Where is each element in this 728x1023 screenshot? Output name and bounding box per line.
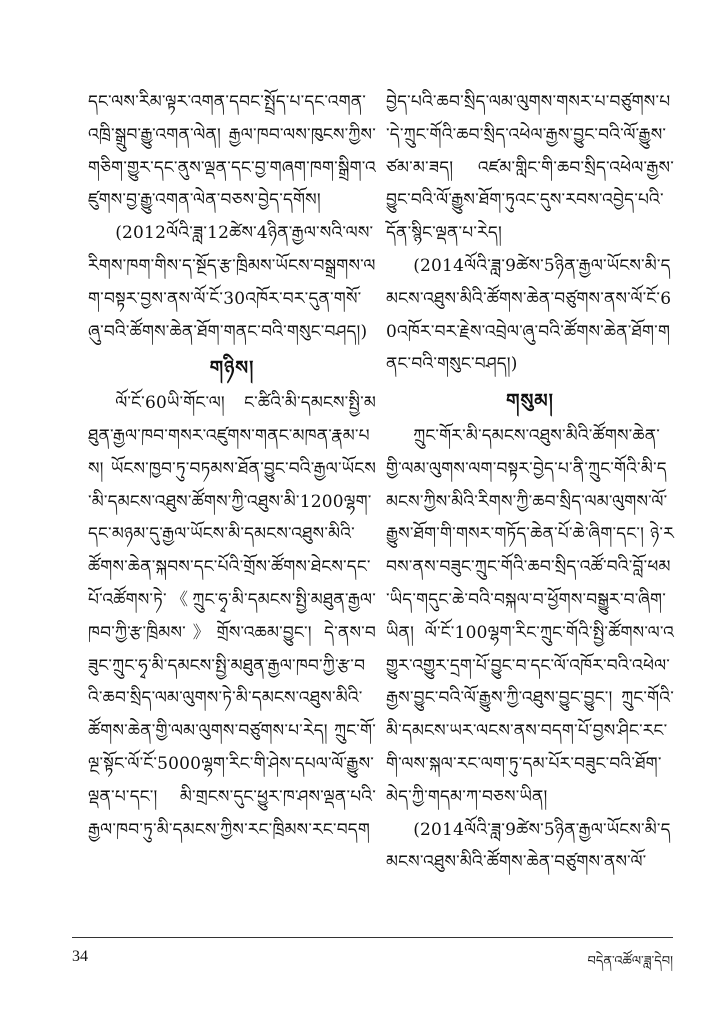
left-paragraph-1: དང་ལས་རིམ་ལྟར་འགན་དབང་སྤྲོད་པ་དང་འགན་འཁྲི་སྒྲུབ་རྒྱུ་འགན་ལེན། རྒྱལ་ཁབ་ལས་ཁུངས་ཀྱིས་གཅིག་གྱུར་དང་ནུས་ལྡན་དང་བྱ་གཞག་ཁག་སྒྲིག་འཛུགས་བྱ་རྒྱུ་འགན་ལེན་བཅས་བྱེད་དགོས། (88, 92, 376, 211)
section-heading-three: གསུམ། (506, 390, 554, 413)
right-paragraph-1: བྱེད་པའི་ཆབ་སྲིད་ལམ་ལུགས་གསར་པ་བཙུགས་པ་དེ་ཀྲུང་གོའི་ཆབ་སྲིད་འཕེལ་རྒྱས་བྱུང་བའི་ལོ་རྒྱུས་ཙམ་མ་ཟད། འཛམ་གླིང་གི་ཆབ་སྲིད་འཕེལ་རྒྱས་བྱུང་བའི་ལོ་རྒྱུས་ཐོག་ཏུའང་དུས་རབས་འབྱེད་པའི་དོན་སྙིང་ལྡན་པ་རེད། (386, 92, 674, 244)
section-heading-two: གཉིས། (209, 357, 255, 380)
right-paragraph-2-citation: (2014ལོའི་ཟླ་9ཚེས་5ཉིན་རྒྱལ་ཡོངས་མི་དམངས་འཐུས་མིའི་ཚོགས་ཆེན་བཙུགས་ནས་ལོ་ངོ་60འཁོར་བར་རྗེས་འབྲེལ་ཞུ་བའི་ཚོགས་ཆེན་ཐོག་གནང་བའི་གསུང་བཤད།) (386, 255, 672, 375)
right-paragraph-4-citation: (2014ལོའི་ཟླ་9ཚེས་5ཉིན་རྒྱལ་ཡོངས་མི་དམངས་འཐུས་མིའི་ཚོགས་ཆེན་བཙུགས་ནས་ལོ་ (386, 819, 671, 873)
page-number: 34 (72, 948, 88, 965)
left-paragraph-3: ལོ་ངོ་60ཡི་གོང་ལ། ང་ཚིའི་མི་དམངས་སྤྱི་མཐུན་རྒྱལ་ཁབ་གསར་འཛུགས་གནང་མཁན་རྣམ་པས། ཡོངས་ཁྱབ་ཏུ་བཏམས་ཐོན་བྱུང་བའི་རྒྱལ་ཡོངས་མི་དམངས་འཐུས་ཚོགས་ཀྱི་འཐུས་མི་1200ལྷག་དང་མཉམ་དུ་རྒྱལ་ཡོངས་མི་དམངས་འཐུས་མིའི་ཚོགས་ཆེན་སྐབས་དང་པོའི་གྲོས་ཚོགས་ཐེངས་དང་པོ་འཚོགས་ཏེ་《ཀྲུང་ཧྭ་མི་དམངས་སྤྱི་མཐུན་རྒྱལ་ཁབ་ཀྱི་རྩ་ཁྲིམས་》གྲོས་འཆམ་བྱུང་། དེ་ནས་བཟུང་ཀྲུང་ཧྭ་མི་དམངས་སྤྱི་མཐུན་རྒྱལ་ཁབ་ཀྱི་རྩ་བའི་ཆབ་སྲིད་ལམ་ལུགས་ཏེ་མི་དམངས་འཐུས་མིའི་ཚོགས་ཆེན་གྱི་ལམ་ལུགས་བཙུགས་པ་རེད། ཀྲུང་གོ་ལྔ་སྟོང་ལོ་ངོ་5000ལྷག་རིང་གི་ཤེས་དཔལ་ལོ་རྒྱུས་ལྡན་པ་དང་། མི་གྲངས་དུང་ཕྱུར་ཁ་ཤས་ལྡན་པའི་རྒྱལ་ཁབ་ཏུ་མི་དམངས་ཀྱིས་རང་ཁྲིམས་རང་བདག (88, 393, 376, 840)
journal-title: བདེན་འཚོལ་ཟླ་དེབ། (587, 954, 673, 969)
left-column (88, 86, 376, 846)
right-paragraph-3: ཀྲུང་གོར་མི་དམངས་འཐུས་མིའི་ཚོགས་ཆེན་གྱི་ལམ་ལུགས་ལག་བསྟར་བྱེད་པ་ནི་ཀྲུང་གོའི་མི་དམངས་ཀྱིས་མིའི་རིགས་ཀྱི་ཆབ་སྲིད་ལམ་ལུགས་ལོ་རྒྱུས་ཐོག་གི་གསར་གཏོད་ཆེན་པོ་ཆེ་ཞིག་དང་། ཉེ་རབས་ནས་བཟུང་ཀྲུང་གོའི་ཆབ་སྲིད་འཚོ་བའི་བློ་ཕམ་ཡིད་གདུང་ཆེ་བའི་བསྐལ་བ་ཕྱོགས་བསྒྱུར་བ་ཞིག་ཡིན། ལོ་ངོ་100ལྷག་རིང་ཀྲུང་གོའི་སྤྱི་ཚོགས་ལ་འགྱུར་འགྱུར་དྲག་པོ་བྱུང་བ་དང་ལོ་འཁོར་བའི་འཕེལ་རྒྱས་བྱུང་བའི་ལོ་རྒྱུས་ཀྱི་འཐུས་བྱུང་བྱུང་། ཀྲུང་གོའི་མི་དམངས་ཡར་ལངས་ནས་བདག་པོ་བྱས་ཤིང་རང་གི་ལས་སྐལ་རང་ལག་ཏུ་དམ་པོར་བཟུང་བའི་ཐོག་མེད་ཀྱི་གདམ་ཀ་བཅས་ཡིན། (386, 425, 674, 807)
left-paragraph-2-citation: (2012ལོའི་ཟླ་12ཚེས་4ཉིན་རྒྱལ་སའི་ལས་རིགས་ཁག་གིས་ད་སྔོད་རྩ་ཁྲིམས་ཡོངས་བསྒྲགས་ལག་བསྟར་བྱས་ནས་ལོ་ངོ་30འཁོར་བར་དུན་གསོ་ཞུ་བའི་ཚོགས་ཆེན་ཐོག་གནང་བའི་གསུང་བཤད།) (88, 223, 376, 342)
footer-rule (72, 937, 673, 938)
right-column (386, 86, 674, 879)
